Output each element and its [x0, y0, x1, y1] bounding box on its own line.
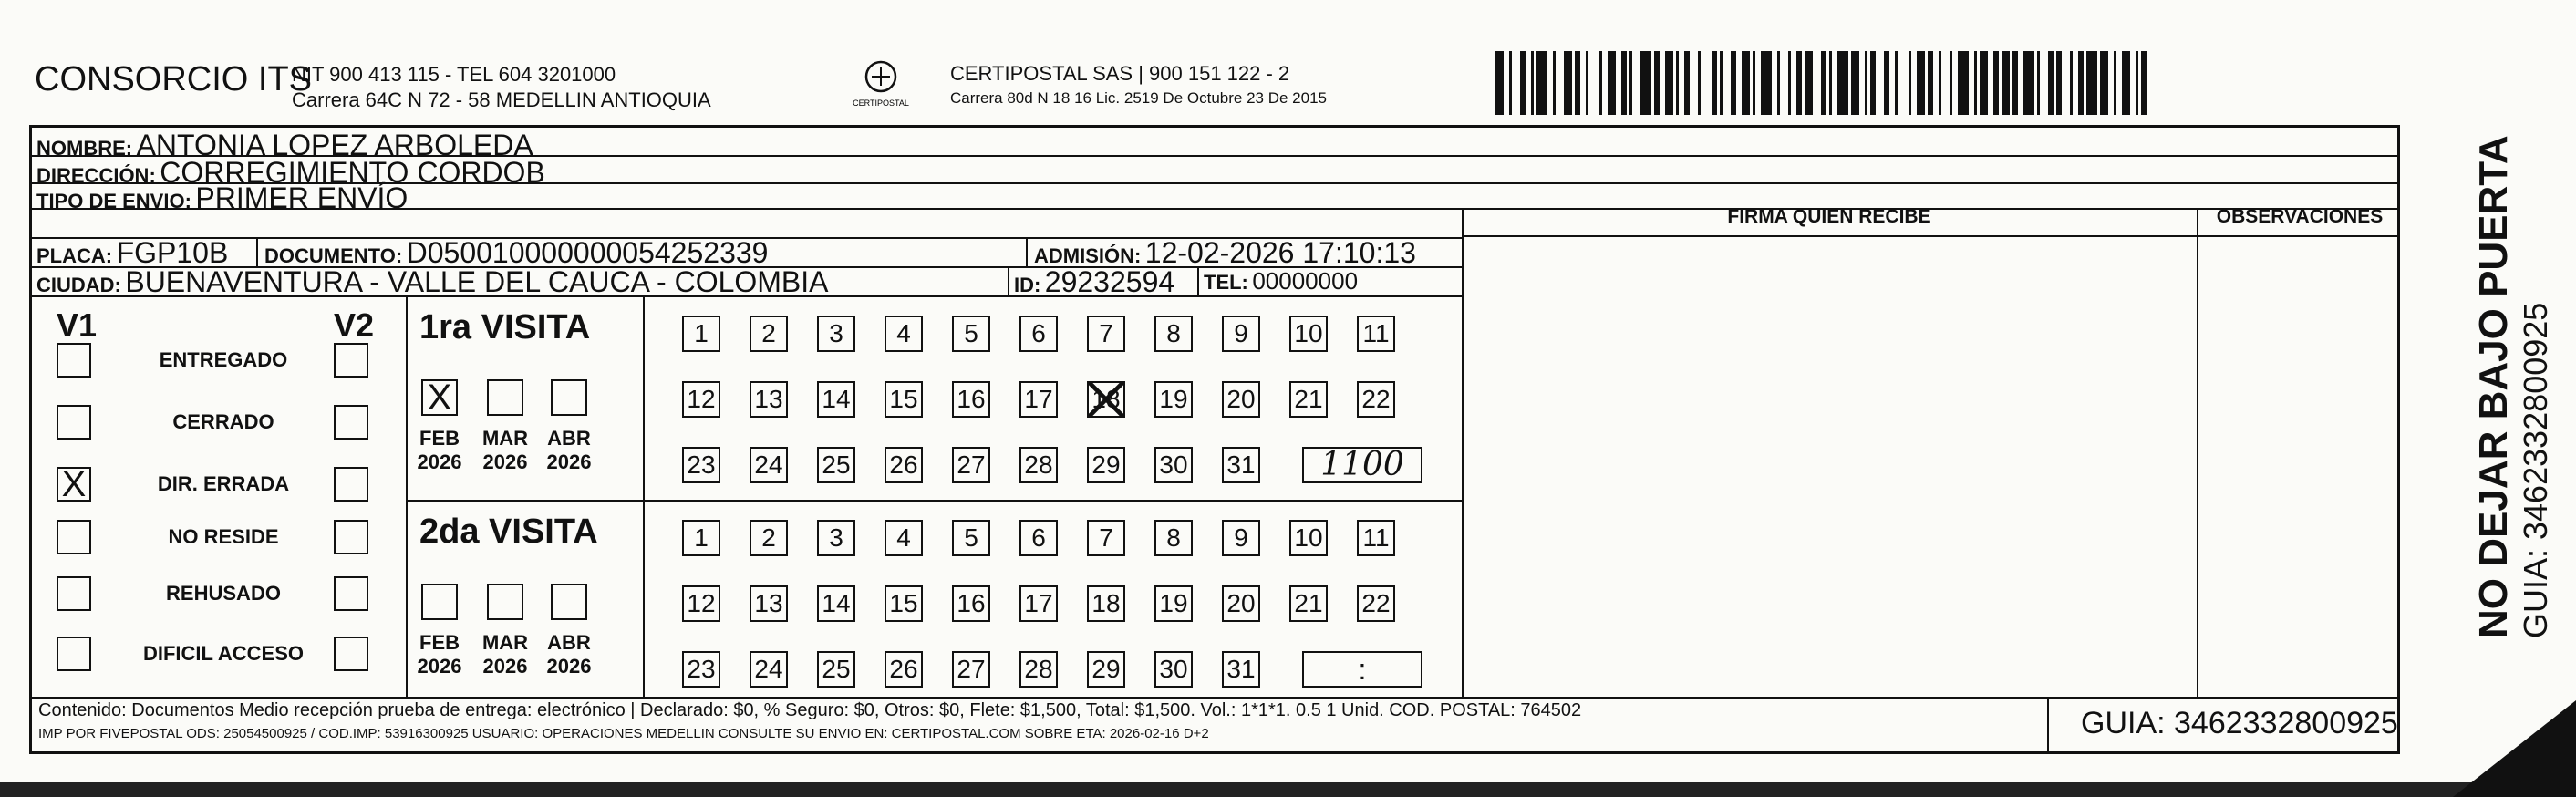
barcode-bar — [1917, 51, 1925, 115]
month-name: MAR — [481, 427, 529, 450]
tel-field: TEL: 00000000 — [1204, 267, 1359, 295]
certipostal-line1: CERTIPOSTAL SAS | 900 151 122 - 2 — [950, 62, 1290, 85]
firma-header: FIRMA QUIEN RECIBE — [1727, 206, 1931, 227]
barcode-bar — [1690, 51, 1698, 115]
barcode-bar — [1536, 51, 1547, 115]
barcode-bar — [1742, 51, 1750, 115]
day-box[interactable]: 6 — [1019, 316, 1058, 352]
month-checkbox[interactable] — [551, 584, 587, 620]
barcode-bar — [1556, 51, 1564, 115]
status-label: ENTREGADO — [159, 348, 288, 371]
status-v1-checkbox[interactable] — [57, 520, 91, 554]
day-box[interactable]: 1 — [682, 316, 720, 352]
day-box[interactable]: 9 — [1222, 316, 1260, 352]
barcode-bar — [2100, 51, 2108, 115]
barcode-bar — [1608, 51, 1616, 115]
day-box[interactable]: 25 — [817, 447, 855, 483]
month-year: 2026 — [482, 655, 528, 678]
day-box[interactable]: 9 — [1222, 520, 1260, 556]
status-v2-checkbox[interactable] — [334, 576, 368, 611]
day-box[interactable]: 14 — [817, 585, 855, 622]
tipo-envio-value: PRIMER ENVÍO — [195, 181, 409, 214]
placa-field: PLACA: FGP10B — [36, 236, 229, 269]
day-box[interactable]: 28 — [1019, 447, 1058, 483]
day-box[interactable]: 16 — [952, 381, 990, 418]
certipostal-logo-icon — [848, 57, 914, 111]
direccion-field: DIRECCIÓN: CORREGIMIENTO CORDOB — [36, 156, 545, 189]
nombre-field: NOMBRE: ANTONIA LOPEZ ARBOLEDA — [36, 129, 533, 161]
barcode-bar — [2086, 51, 2097, 115]
admision-field: ADMISIÓN: 12-02-2026 17:10:13 — [1034, 236, 1416, 269]
barcode-bar — [1495, 51, 1504, 115]
day-box[interactable]: 19 — [1154, 381, 1193, 418]
month-name: FEB — [419, 631, 460, 654]
status-v1-checkbox[interactable] — [57, 576, 91, 611]
admision-value: 12-02-2026 17:10:13 — [1144, 236, 1416, 269]
barcode-bar — [1564, 51, 1572, 115]
day-box[interactable]: 7 — [1087, 316, 1125, 352]
day-box[interactable]: 23 — [682, 447, 720, 483]
day-box[interactable]: 26 — [885, 651, 923, 688]
month-label — [410, 631, 469, 678]
month-year: 2026 — [546, 655, 592, 678]
day-box[interactable]: 6 — [1019, 520, 1058, 556]
logo-caption: CERTIPOSTAL — [853, 98, 909, 108]
day-box[interactable]: 12 — [682, 381, 720, 418]
placa-value: FGP10B — [116, 236, 229, 269]
day-box[interactable]: 17 — [1019, 585, 1058, 622]
month-year: 2026 — [417, 655, 462, 678]
day-box[interactable]: 11 — [1357, 316, 1395, 352]
day-box[interactable]: 27 — [952, 447, 990, 483]
day-box[interactable]: 20 — [1222, 585, 1260, 622]
barcode-bar — [1941, 51, 1950, 115]
barcode-bar — [1805, 51, 1813, 115]
visit-title: 2da VISITA — [419, 512, 598, 551]
barcode-bar — [1898, 51, 1909, 115]
day-box[interactable]: 5 — [952, 316, 990, 352]
day-box[interactable]: 22 — [1357, 585, 1395, 622]
visit-title: 1ra VISITA — [419, 308, 591, 347]
footer-contents: Contenido: Documentos Medio recepción prueba de entrega: electrónico | Declarado: $0, % Seguro: $0, Otros: $0, Flete: $1,500, Total: $1,500. Vol.: 1*1*1. 0.5 1 Unid. COD. POSTAL: 764502 — [38, 700, 1582, 720]
day-box[interactable]: 4 — [885, 316, 923, 352]
v1-header: V1 — [57, 306, 98, 344]
day-box[interactable]: 18 — [1087, 381, 1125, 418]
day-box[interactable]: 19 — [1154, 585, 1193, 622]
barcode-bar — [1723, 51, 1731, 115]
tel-value: 00000000 — [1252, 267, 1359, 295]
barcode — [1495, 51, 2225, 115]
status-label: DIFICIL ACCESO — [142, 642, 304, 665]
day-box[interactable]: 2 — [750, 316, 788, 352]
day-box[interactable]: 7 — [1087, 520, 1125, 556]
day-box[interactable]: 21 — [1289, 381, 1328, 418]
day-box[interactable]: 30 — [1154, 447, 1193, 483]
status-v2-checkbox[interactable] — [334, 637, 368, 671]
footer-print-info: IMP POR FIVEPOSTAL ODS: 25054500925 / COD.IMP: 53916300925 USUARIO: OPERACIONES MEDELLIN CONSULTE SU ENVIO EN: CERTIPOSTAL.COM SOBRE ETA: 2026-02-16 D+2 — [38, 726, 1209, 741]
time-value: 1100 — [1320, 446, 1404, 483]
status-v2-checkbox[interactable] — [334, 520, 368, 554]
day-box[interactable]: 21 — [1289, 585, 1328, 622]
day-box[interactable]: 4 — [885, 520, 923, 556]
day-box[interactable]: 24 — [750, 447, 788, 483]
barcode-bar — [1780, 51, 1788, 115]
direccion-value: CORREGIMIENTO CORDOB — [160, 156, 545, 189]
day-box[interactable]: 13 — [750, 585, 788, 622]
month-label — [476, 427, 534, 474]
month-name: FEB — [419, 427, 460, 450]
day-box[interactable]: 31 — [1222, 447, 1260, 483]
barcode-bar — [1665, 51, 1673, 115]
day-box[interactable]: 3 — [817, 316, 855, 352]
day-box[interactable]: 15 — [885, 381, 923, 418]
month-year: 2026 — [482, 450, 528, 473]
status-v1-checkbox[interactable] — [57, 637, 91, 671]
address-line: Carrera 64C N 72 - 58 MEDELLIN ANTIOQUIA — [292, 88, 711, 111]
day-box[interactable]: 14 — [817, 381, 855, 418]
month-checkbox[interactable]: X — [421, 379, 458, 416]
nombre-value: ANTONIA LOPEZ ARBOLEDA — [136, 129, 533, 161]
company-contact — [292, 62, 711, 113]
barcode-bar — [1588, 51, 1599, 115]
day-box[interactable]: 8 — [1154, 520, 1193, 556]
day-box[interactable]: 29 — [1087, 651, 1125, 688]
day-box[interactable]: 17 — [1019, 381, 1058, 418]
month-year: 2026 — [417, 450, 462, 473]
barcode-bar — [1632, 51, 1640, 115]
certipostal-line2: Carrera 80d N 18 16 Lic. 2519 De Octubre 23 De 2015 — [950, 89, 1327, 107]
barcode-bar — [2062, 51, 2070, 115]
status-v2-checkbox[interactable] — [334, 467, 368, 502]
day-box[interactable]: 10 — [1289, 316, 1328, 352]
barcode-bar — [2122, 51, 2130, 115]
day-box[interactable]: 23 — [682, 651, 720, 688]
observaciones-header: OBSERVACIONES — [2216, 206, 2384, 227]
month-checkbox[interactable] — [551, 379, 587, 416]
documento-value: D050010000000054252339 — [406, 236, 769, 269]
day-box[interactable]: 18 — [1087, 585, 1125, 622]
month-label — [540, 427, 598, 474]
barcode-bar — [2002, 51, 2010, 115]
ciudad-field: CIUDAD: BUENAVENTURA - VALLE DEL CAUCA - COLOMBIA — [36, 265, 829, 298]
side-guia: GUIA: 3462332800925 — [2517, 302, 2554, 638]
nit-line: NIT 900 413 115 - TEL 604 3201000 — [292, 63, 616, 86]
day-box[interactable]: 11 — [1357, 520, 1395, 556]
day-box[interactable]: 26 — [885, 447, 923, 483]
barcode-bar — [1837, 51, 1848, 115]
bottom-edge — [0, 782, 2576, 797]
day-box[interactable]: 1 — [682, 520, 720, 556]
day-box[interactable]: 30 — [1154, 651, 1193, 688]
day-box[interactable]: 20 — [1222, 381, 1260, 418]
barcode-bar — [1512, 51, 1520, 115]
day-box[interactable]: 16 — [952, 585, 990, 622]
barcode-bar — [2147, 51, 2155, 115]
day-box[interactable]: 5 — [952, 520, 990, 556]
month-label — [410, 427, 469, 474]
day-box[interactable]: 15 — [885, 585, 923, 622]
day-box[interactable]: 25 — [817, 651, 855, 688]
id-value: 29232594 — [1044, 265, 1175, 298]
month-name: ABR — [547, 427, 591, 450]
status-label: DIR. ERRADA — [157, 472, 290, 495]
day-box[interactable]: 3 — [817, 520, 855, 556]
status-v1-checkbox[interactable] — [57, 343, 91, 378]
status-v2-checkbox[interactable] — [334, 343, 368, 378]
day-box[interactable]: 10 — [1289, 520, 1328, 556]
documento-field: DOCUMENTO: D050010000000054252339 — [264, 236, 769, 269]
month-checkbox[interactable] — [421, 584, 458, 620]
month-name: ABR — [547, 631, 591, 654]
barcode-bar — [1813, 51, 1821, 115]
time-field[interactable] — [1302, 651, 1422, 688]
barcode-bar — [1640, 51, 1651, 115]
day-box[interactable]: 28 — [1019, 651, 1058, 688]
barcode-bar — [1701, 51, 1712, 115]
barcode-bar — [1761, 51, 1772, 115]
footer-guia: GUIA: 3462332800925 — [2081, 706, 2398, 740]
barcode-bar — [1876, 51, 1884, 115]
day-box[interactable]: 13 — [750, 381, 788, 418]
id-field: ID: 29232594 — [1014, 265, 1175, 298]
company-name: CONSORCIO ITS — [35, 60, 313, 98]
status-v2-checkbox[interactable] — [334, 405, 368, 440]
day-box[interactable]: 24 — [750, 651, 788, 688]
day-box[interactable]: 22 — [1357, 381, 1395, 418]
month-label — [476, 631, 534, 678]
time-value: : — [1358, 653, 1367, 686]
status-label: CERRADO — [172, 410, 274, 433]
status-v1-checkbox[interactable]: X — [57, 467, 91, 502]
status-v1-checkbox[interactable] — [57, 405, 91, 440]
month-year: 2026 — [546, 450, 592, 473]
side-warning: NO DEJAR BAJO PUERTA — [2471, 135, 2516, 638]
barcode-bar — [1958, 51, 1969, 115]
time-field[interactable] — [1302, 447, 1422, 483]
day-box[interactable]: 8 — [1154, 316, 1193, 352]
status-label: REHUSADO — [166, 582, 281, 605]
tipo-envio-field: TIPO DE ENVIO: PRIMER ENVÍO — [36, 181, 409, 214]
barcode-bar — [2023, 51, 2034, 115]
month-name: MAR — [481, 631, 529, 654]
day-box[interactable]: 29 — [1087, 447, 1125, 483]
day-box[interactable]: 2 — [750, 520, 788, 556]
v2-header: V2 — [334, 306, 375, 344]
month-checkbox[interactable] — [487, 379, 523, 416]
barcode-bar — [1851, 51, 1859, 115]
barcode-bar — [1980, 51, 1988, 115]
side-warning-block — [2471, 135, 2555, 638]
day-box[interactable]: 27 — [952, 651, 990, 688]
day-box[interactable]: 12 — [682, 585, 720, 622]
ciudad-value: BUENAVENTURA - VALLE DEL CAUCA - COLOMBIA — [125, 265, 829, 298]
month-label — [540, 631, 598, 678]
corner-fold-icon — [2453, 700, 2576, 797]
month-checkbox[interactable] — [487, 584, 523, 620]
barcode-bar — [2040, 51, 2048, 115]
status-label: NO RESIDE — [168, 525, 279, 548]
day-box[interactable]: 31 — [1222, 651, 1260, 688]
